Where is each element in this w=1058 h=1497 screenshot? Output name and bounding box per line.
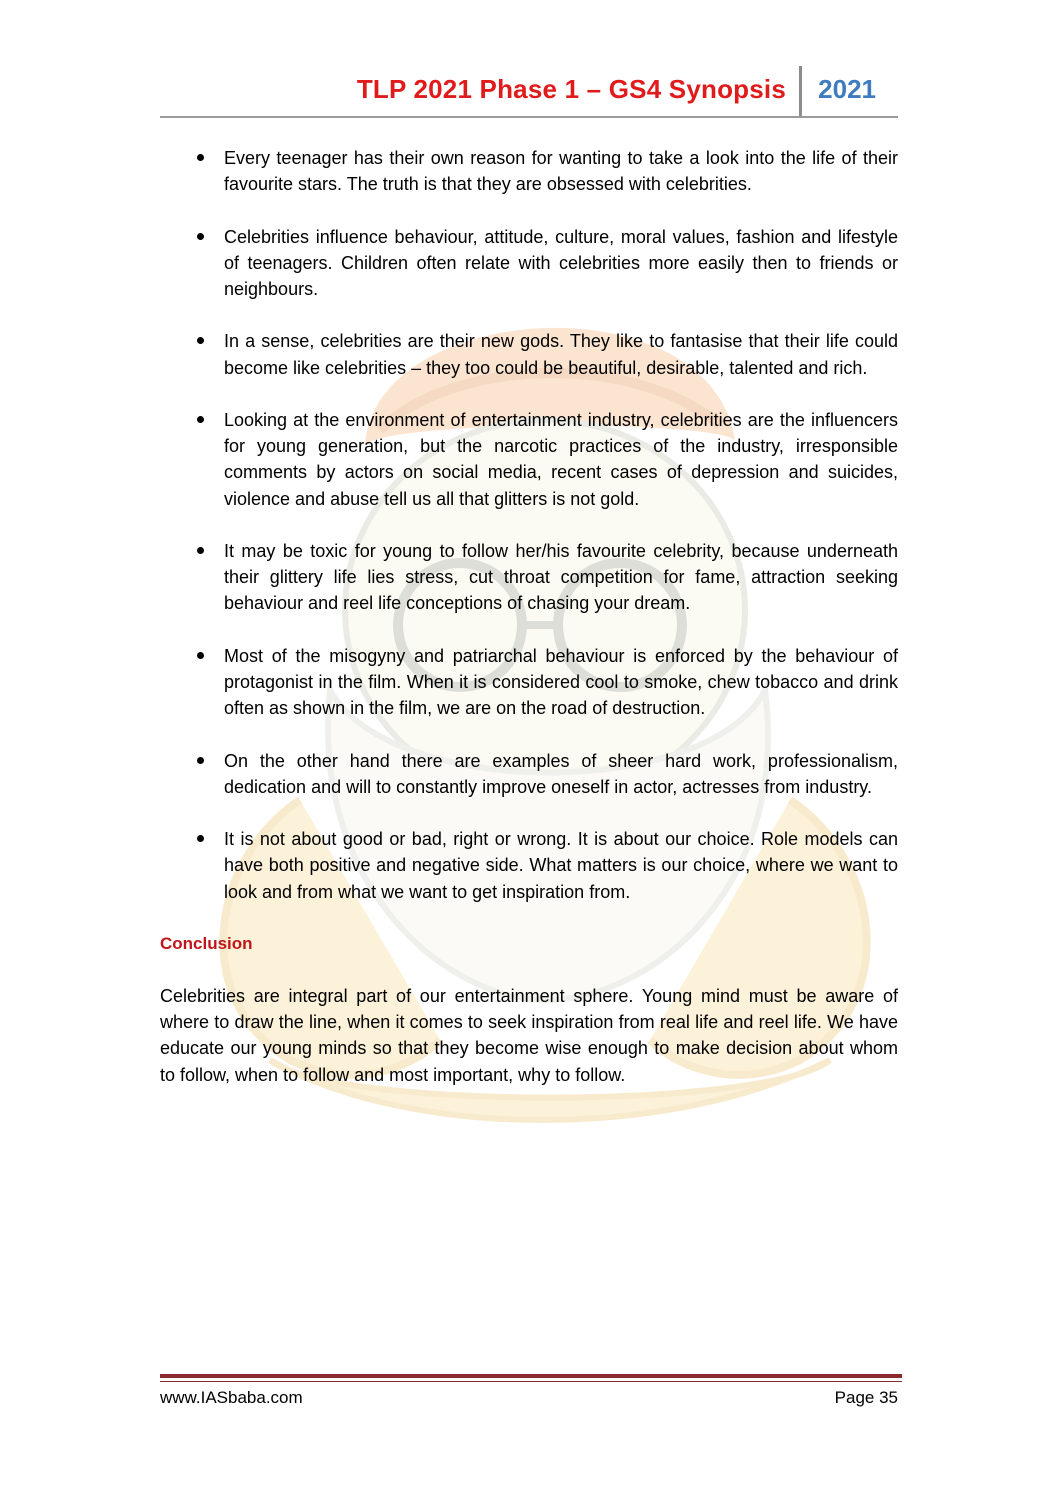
bullet-icon [197, 652, 204, 659]
list-item [160, 328, 898, 380]
bullet-icon [197, 233, 204, 240]
page-body [160, 145, 898, 1088]
page-number: Page 35 [834, 1388, 898, 1407]
list-item [160, 643, 898, 722]
header-divider [799, 66, 802, 116]
conclusion-paragraph: Celebrities are integral part of our entertainment sphere. Young mind must be aware of where to draw the line, when it comes to seek inspiration from real life and reel life. We have educate our young minds so that they become wise enough to make decision about whom to follow, when to follow and most important, why to follow. [160, 985, 898, 1085]
list-item [160, 224, 898, 303]
bullet-text: In a sense, celebrities are their new gods. They like to fantasise that their life could become like celebrities – they too could be beautiful, desirable, talented and rich. [224, 331, 898, 378]
footer-rule-thin [160, 1381, 902, 1382]
bullet-text: Most of the misogyny and patriarchal behaviour is enforced by the behaviour of protagonist in the film. When it is considered cool to smoke, chew tobacco and drink often as shown in the film, we are on the road of destruction. [224, 645, 898, 719]
document-year: 2021 [818, 74, 876, 104]
header-rule [160, 116, 898, 118]
bullet-icon [197, 154, 204, 161]
bullet-icon [197, 835, 204, 842]
conclusion-heading: Conclusion [160, 933, 253, 953]
bullet-icon [197, 416, 204, 423]
bullet-icon [197, 757, 204, 764]
list-item [160, 145, 898, 197]
bullet-icon [197, 337, 204, 344]
page-header [160, 66, 898, 116]
bullet-text: Every teenager has their own reason for wanting to take a look into the life of their favourite stars. The truth is that they are obsessed with celebrities. [224, 148, 898, 195]
bullet-text: Looking at the environment of entertainment industry, celebrities are the influencers for young generation, but the narcotic practices of the industry, irresponsible comments by actors on social media, recent cases of depression and suicides, violence and abuse tell us all that glitters is not gold. [224, 409, 898, 509]
list-item [160, 748, 898, 800]
bullet-text: Celebrities influence behaviour, attitude, culture, moral values, fashion and lifestyle of teenagers. Children often relate with celebrities more easily then to friends or neighbours. [224, 226, 898, 299]
bullet-text: It is not about good or bad, right or wrong. It is about our choice. Role models can have both positive and negative side. What matters is our choice, where we want to look and from what we want to get inspiration from. [224, 829, 898, 902]
list-item [160, 407, 898, 512]
bullet-text: On the other hand there are examples of sheer hard work, professionalism, dedication and will to constantly improve oneself in actor, actresses from industry. [224, 750, 898, 797]
list-item [160, 826, 898, 905]
bullet-text: It may be toxic for young to follow her/his favourite celebrity, because underneath their glittery life lies stress, cut throat competition for fame, attraction seeking behaviour and reel life conceptions of chasing your dream. [224, 540, 898, 614]
bullet-list [160, 145, 898, 905]
footer-rule [160, 1374, 902, 1378]
document-title: TLP 2021 Phase 1 – GS4 Synopsis [356, 74, 786, 104]
footer-website: www.IASbaba.com [160, 1388, 303, 1407]
list-item [160, 538, 898, 617]
bullet-icon [197, 547, 204, 554]
